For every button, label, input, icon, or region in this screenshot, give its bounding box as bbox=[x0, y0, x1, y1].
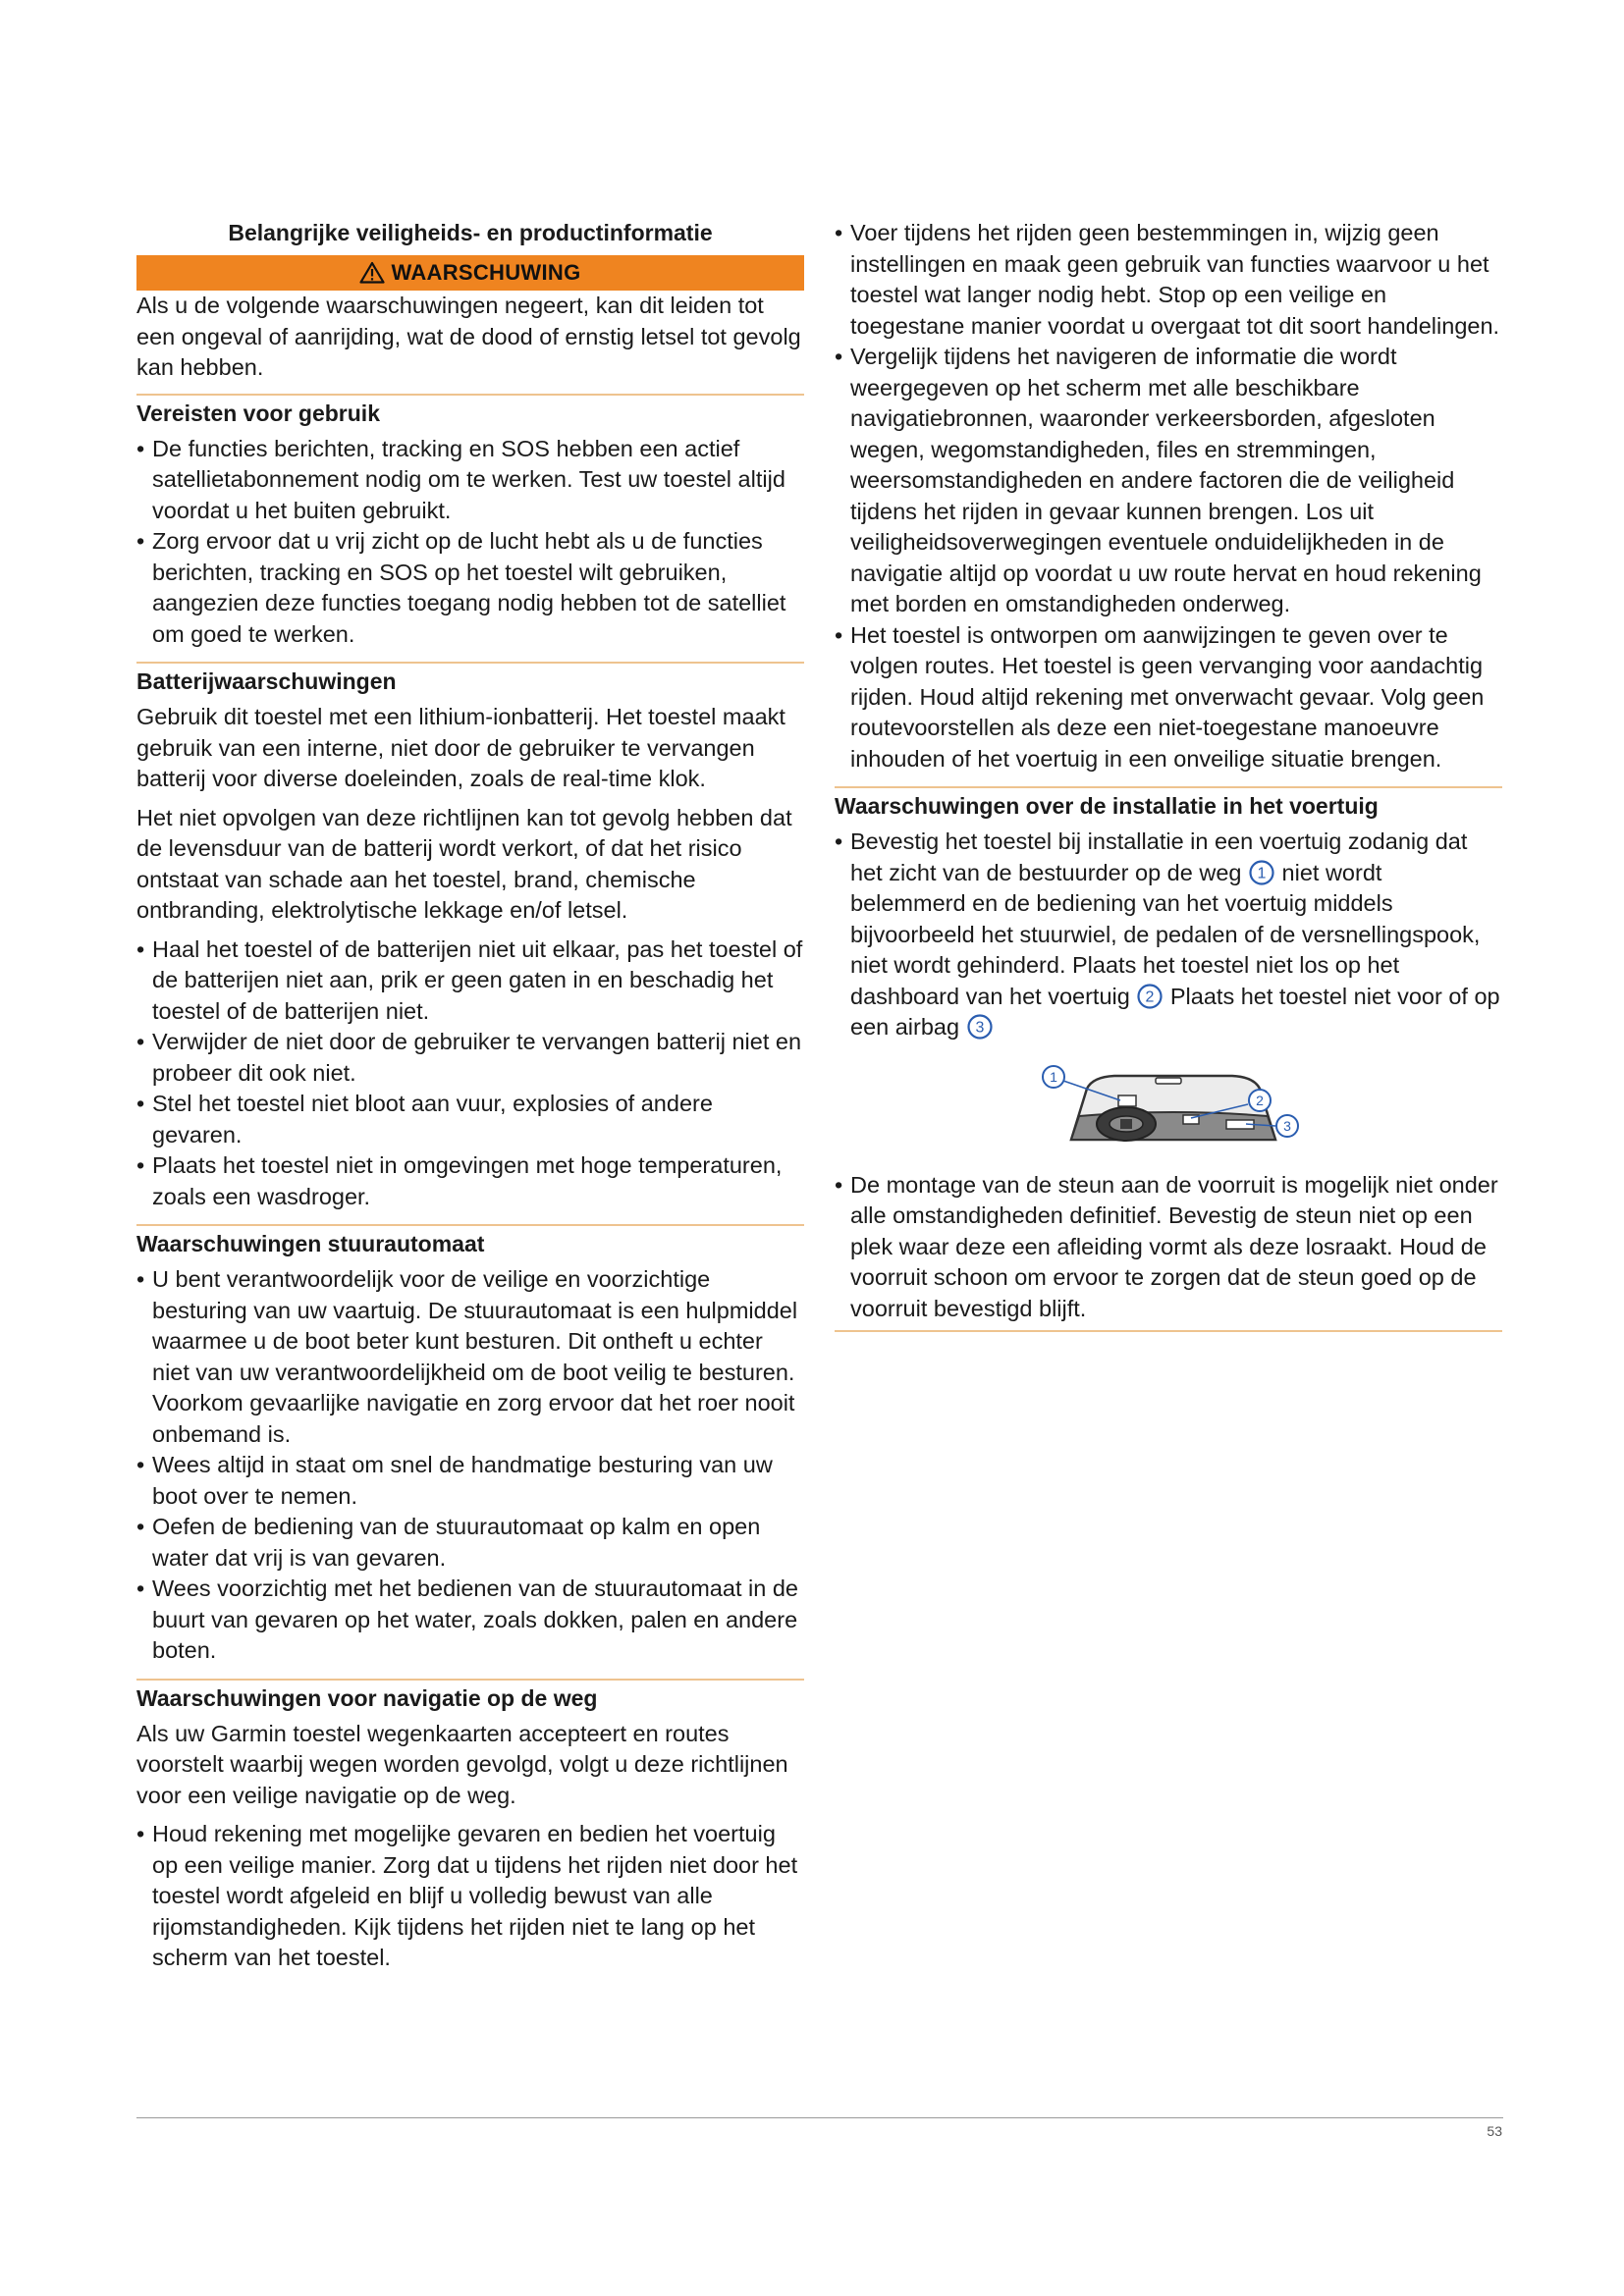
list-item: • Het toestel is ontworpen om aanwijzingen te geven over te volgen routes. Het toestel is geen vervanging voor aandachtig rijden. Houd altijd rekening met onverwacht gevaar. Volg geen routevoorstellen als deze een niet-toegestane manoeuvre inhouden of het voertuig in een onveilige situatie brengen. bbox=[835, 620, 1502, 775]
list-item: • Haal het toestel of de batterijen niet uit elkaar, pas het toestel of de batterijen niet aan, prik er geen gaten in en beschadig het toestel of de batterijen niet. bbox=[136, 934, 804, 1028]
section-title: Vereisten voor gebruik bbox=[136, 400, 380, 426]
document-title: Belangrijke veiligheids- en productinformatie bbox=[228, 220, 713, 245]
warning-banner-label: WAARSCHUWING bbox=[391, 260, 581, 285]
dashboard-figure bbox=[835, 1061, 1502, 1156]
callout-3-icon bbox=[966, 1013, 994, 1041]
callout-number: 3 bbox=[975, 1019, 985, 1037]
callout-2-icon bbox=[1136, 983, 1164, 1010]
list-item: • De functies berichten, tracking en SOS hebben een actief satellietabonnement nodig om te werken. Test uw toestel altijd voordat u het buiten gebruikt. bbox=[136, 434, 804, 527]
callout-number: 1 bbox=[1257, 865, 1267, 881]
page-number: 53 bbox=[1487, 2123, 1502, 2139]
list-item bbox=[835, 827, 1502, 1043]
left-column bbox=[136, 218, 804, 1974]
installation-text-2: niet wordt belemmerd en de bediening van het voertuig middels bijvoorbeeld het stuurwiel, de pedalen of de versnellingspook, niet wordt gehinderd. Plaats het toestel niet los op het dashboard van het voertuig bbox=[850, 859, 1481, 1009]
bullet-list bbox=[136, 1819, 804, 1974]
section-road-navigation bbox=[136, 1679, 804, 1974]
section-installation bbox=[835, 786, 1502, 1332]
list-item: • Plaats het toestel niet in omgevingen met hoge temperaturen, zoals een wasdroger. bbox=[136, 1150, 804, 1212]
right-column bbox=[835, 218, 1502, 1332]
section-battery bbox=[136, 662, 804, 1212]
list-item: • Voer tijdens het rijden geen bestemmingen in, wijzig geen instellingen en maak geen gebruik van functies waarvoor u het toestel wat langer nodig hebt. Stop op een veilige en toegestane manier voordat u overgaat tot dit soort handelingen. bbox=[835, 218, 1502, 342]
callout-number: 2 bbox=[1145, 988, 1155, 1005]
list-item: • Wees voorzichtig met het bedienen van de stuurautomaat in de buurt van gevaren op het water, zoals dokken, palen en andere boten. bbox=[136, 1574, 804, 1667]
section-title: Waarschuwingen voor navigatie op de weg bbox=[136, 1684, 598, 1711]
list-item: • Oefen de bediening van de stuurautomaat op kalm en open water dat vrij is van gevaren. bbox=[136, 1512, 804, 1574]
section-autopilot bbox=[136, 1224, 804, 1667]
section-title: Waarschuwingen over de installatie in het voertuig bbox=[835, 793, 1379, 819]
figure-callout-1: 1 bbox=[1050, 1068, 1057, 1085]
paragraph: Gebruik dit toestel met een lithium-ionbatterij. Het toestel maakt gebruik van een interne, niet door de gebruiker te vervangen batterij voor diverse doeleinden, zoals de real-time klok. bbox=[136, 704, 785, 791]
list-item: • Wees altijd in staat om snel de handmatige besturing van uw boot over te nemen. bbox=[136, 1450, 804, 1512]
installation-text-1: Bevestig het toestel bij installatie in een voertuig zodanig dat het zicht van de bestuurder op de weg bbox=[850, 828, 1468, 885]
list-item: • Zorg ervoor dat u vrij zicht op de lucht hebt als u de functies berichten, tracking en SOS op het toestel wilt gebruiken, aangezien deze functies toegang nodig hebben tot de satelliet om goed te werken. bbox=[136, 526, 804, 650]
bullet-list bbox=[835, 218, 1502, 774]
bullet-list bbox=[136, 934, 804, 1213]
list-item: • Vergelijk tijdens het navigeren de informatie die wordt weergegeven op het scherm met alle beschikbare navigatiebronnen, waaronder verkeersborden, afgesloten wegen, wegomstandigheden, files en stremmingen, weersomstandigheden en andere factoren die de veiligheid tijdens het rijden in gevaar kunnen brengen. Los uit veiligheidsoverwegingen eventuele onduidelijkheden in de navigatie altijd op voordat u uw route hervat en houd rekening met borden en omstandigheden onderweg. bbox=[835, 342, 1502, 620]
warning-banner bbox=[136, 255, 804, 291]
car-dashboard-illustration bbox=[1036, 1061, 1301, 1151]
list-item: • Verwijder de niet door de gebruiker te vervangen batterij niet en probeer dit ook niet. bbox=[136, 1027, 804, 1089]
footer-rule bbox=[136, 2117, 1503, 2118]
paragraph: Als uw Garmin toestel wegenkaarten accepteert en routes voorstelt waarbij wegen worden gevolgd, volgt u deze richtlijnen voor een veilige navigatie op de weg. bbox=[136, 1720, 788, 1808]
bullet-list bbox=[835, 827, 1502, 1043]
warning-triangle-icon bbox=[359, 259, 385, 294]
bullet-list bbox=[136, 434, 804, 651]
warning-text: Als u de volgende waarschuwingen negeert, kan dit leiden tot een ongeval of aanrijding, wat de dood of ernstig letsel tot gevolg kan hebben. bbox=[136, 293, 801, 380]
paragraph: Het niet opvolgen van deze richtlijnen kan tot gevolg hebben dat de levensduur van de batterij wordt verkort, of dat het risico ontstaat van schade aan het toestel, brand, chemische ontbranding, elektrolytische lekkage en/of letsel. bbox=[136, 804, 792, 923]
figure-callout-3: 3 bbox=[1283, 1117, 1291, 1134]
section-end-rule bbox=[835, 1330, 1502, 1332]
callout-1-icon bbox=[1248, 859, 1275, 886]
figure-callout-2: 2 bbox=[1256, 1092, 1264, 1108]
list-item: • U bent verantwoordelijk voor de veilige en voorzichtige besturing van uw vaartuig. De stuurautomaat is een hulpmiddel waarmee u de boot beter kunt besturen. Dit ontheft u echter niet van uw verantwoordelijkheid om de boot veilig te besturen. Voorkom gevaarlijke navigatie en zorg ervoor dat het roer nooit onbemand is. bbox=[136, 1264, 804, 1450]
section-title: Waarschuwingen stuurautomaat bbox=[136, 1231, 485, 1256]
bullet-list bbox=[136, 1264, 804, 1667]
list-item: • Houd rekening met mogelijke gevaren en bedien het voertuig op een veilige manier. Zorg dat u tijdens het rijden niet door het toestel wordt afgeleid en blijf u volledig bewust van alle rijomstandigheden. Kijk tijdens het rijden niet te lang op het scherm van het toestel. bbox=[136, 1819, 804, 1974]
installation-text-3: Plaats het toestel niet voor of op een airbag bbox=[850, 983, 1500, 1040]
list-item: • Stel het toestel niet bloot aan vuur, explosies of andere gevaren. bbox=[136, 1089, 804, 1150]
section-requirements bbox=[136, 394, 804, 651]
list-item: • De montage van de steun aan de voorruit is mogelijk niet onder alle omstandigheden definitief. Bevestig de steun niet op een plek waar deze een afleiding vormt als deze losraakt. Houd de voorruit schoon om ervoor te zorgen dat de steun goed op de voorruit bevestigd blijft. bbox=[835, 1170, 1502, 1325]
bullet-list bbox=[835, 1170, 1502, 1325]
section-title: Batterijwaarschuwingen bbox=[136, 668, 397, 694]
